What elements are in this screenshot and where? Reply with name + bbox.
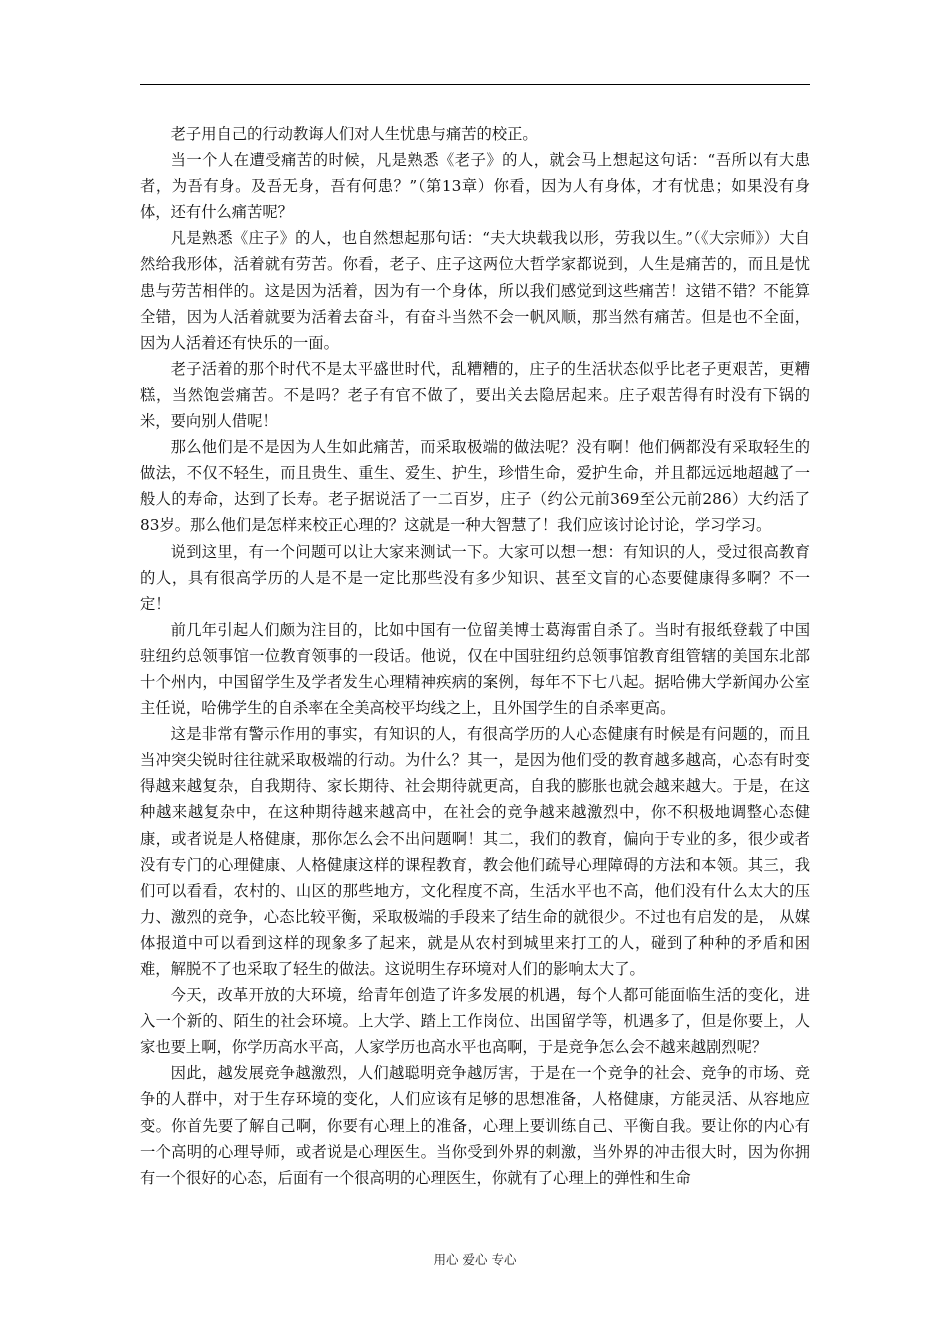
paragraph: 老子用自己的行动教诲人们对人生忧患与痛苦的校正。 [170,125,538,143]
page-footer: 用心 爱心 专心 [433,1252,517,1267]
paragraph: 凡是熟悉《庄子》的人，也自然想起那句话：“夫大块载我以形，劳我以生。”（《大宗师》）大自然给我形体，活着就有劳苦。你看，老子、庄子这两位大哲学家都说到，人生是痛苦的，而且是忧患与劳苦相伴的。这是因为活着，因为有一个身体，所以我们感觉到这些痛苦！这错不错？不能算全错，因为人活着就要为活着去奋斗，有奋斗当然不会一帆风顺，那当然有痛苦。但是也不全面，因为人活着还有快乐的一面。 [140,229,810,352]
paragraph: 老子活着的那个时代不是太平盛世时代，乱糟糟的，庄子的生活状态似乎比老子更艰苦，更糟糕，当然饱尝痛苦。不是吗？老子有官不做了，要出关去隐居起来。庄子艰苦得有时没有下锅的米，要向别人借呢！ [140,359,810,431]
paragraph: 那么他们是不是因为人生如此痛苦，而采取极端的做法呢？没有啊！他们俩都没有采取轻生的做法，不仅不轻生，而且贵生、重生、爱生、护生，珍惜生命，爱护生命，并且都远远地超越了一般人的寿命，达到了长寿。老子据说活了一二百岁，庄子（约公元前369至公元前286）大约活了83岁。那么他们是怎样来校正心理的？这就是一种大智慧了！我们应该讨论讨论，学习学习。 [140,438,810,535]
paragraph: 前几年引起人们颇为注目的，比如中国有一位留美博士葛海雷自杀了。当时有报纸登载了中国驻纽约总领事馆一位教育领事的一段话。他说，仅在中国驻纽约总领事馆教育组管辖的美国东北部十个州内，中国留学生及学者发生心理精神疾病的案例，每年不下七八起。据哈佛大学新闻办公室主任说，哈佛学生的自杀率在全美高校平均线之上，且外国学生的自杀率更高。 [140,620,810,718]
header-rule [140,84,810,85]
paragraph: 当一个人在遭受痛苦的时候，凡是熟悉《老子》的人，就会马上想起这句话：“吾所以有大患者，为吾有身。及吾无身，吾有何患？”（第13章）你看，因为人有身体，才有忧患；如果没有身体，还有什么痛苦呢？ [140,151,810,222]
paragraph: 说到这里，有一个问题可以让大家来测试一下。大家可以想一想：有知识的人，受过很高教育的人，具有很高学历的人是不是一定比那些没有多少知识、甚至文盲的心态要健康得多啊？不一定！ [140,542,810,613]
paragraph: 因此，越发展竞争越激烈，人们越聪明竞争越厉害，于是在一个竞争的社会、竞争的市场、竞争的人群中，对于生存环境的变化，人们应该有足够的思想准备，人格健康，方能灵活、从容地应变。你首先要了解自己啊，你要有心理上的准备，心理上要训练自己、平衡自我。要让你的内心有一个高明的心理导师，或者说是心理医生。当你受到外界的刺激，当外界的冲击很大时，因为你拥有一个很好的心态，后面有一个很高明的心理医生，你就有了心理上的弹性和生命 [140,1064,810,1187]
paragraph: 这是非常有警示作用的事实，有知识的人，有很高学历的人心态健康有时候是有问题的，而且当冲突尖锐时往往就采取极端的行动。为什么？其一，是因为他们受的教育越多越高，心态有时变得越来越复杂，自我期待、家长期待、社会期待就更高，自我的膨胀也就会越来越大。于是，在这种越来越复杂中，在这种期待越来越高中，在社会的竞争越来越激烈中，你不积极地调整心态健康，或者说是人格健康，那你怎么会不出问题啊！其二，我们的教育，偏向于专业的多，很少或者没有专门的心理健康、人格健康这样的课程教育，教会他们疏导心理障碍的方法和本领。其三，我们可以看看，农村的、山区的那些地方，文化程度不高，生活水平也不高，他们没有什么太大的压力、激烈的竞争，心态比较平衡，采取极端的手段来了结生命的就很少。不过也有启发的是， 从媒体报道中可以看到这样的现象多了起来，就是从农村到城里来打工的人，碰到了种种的矛盾和困难，解脱不了也采取了轻生的做法。这说明生存环境对人们的影响太大了。 [140,725,810,978]
paragraph: 今天，改革开放的大环境，给青年创造了许多发展的机遇，每个人都可能面临生活的变化，进入一个新的、陌生的社会环境。上大学、踏上工作岗位、出国留学等，机遇多了，但是你要上，人家也要上啊，你学历高水平高，人家学历也高水平也高啊，于是竞争怎么会不越来越剧烈呢？ [140,986,810,1057]
body-text [140,121,810,1191]
